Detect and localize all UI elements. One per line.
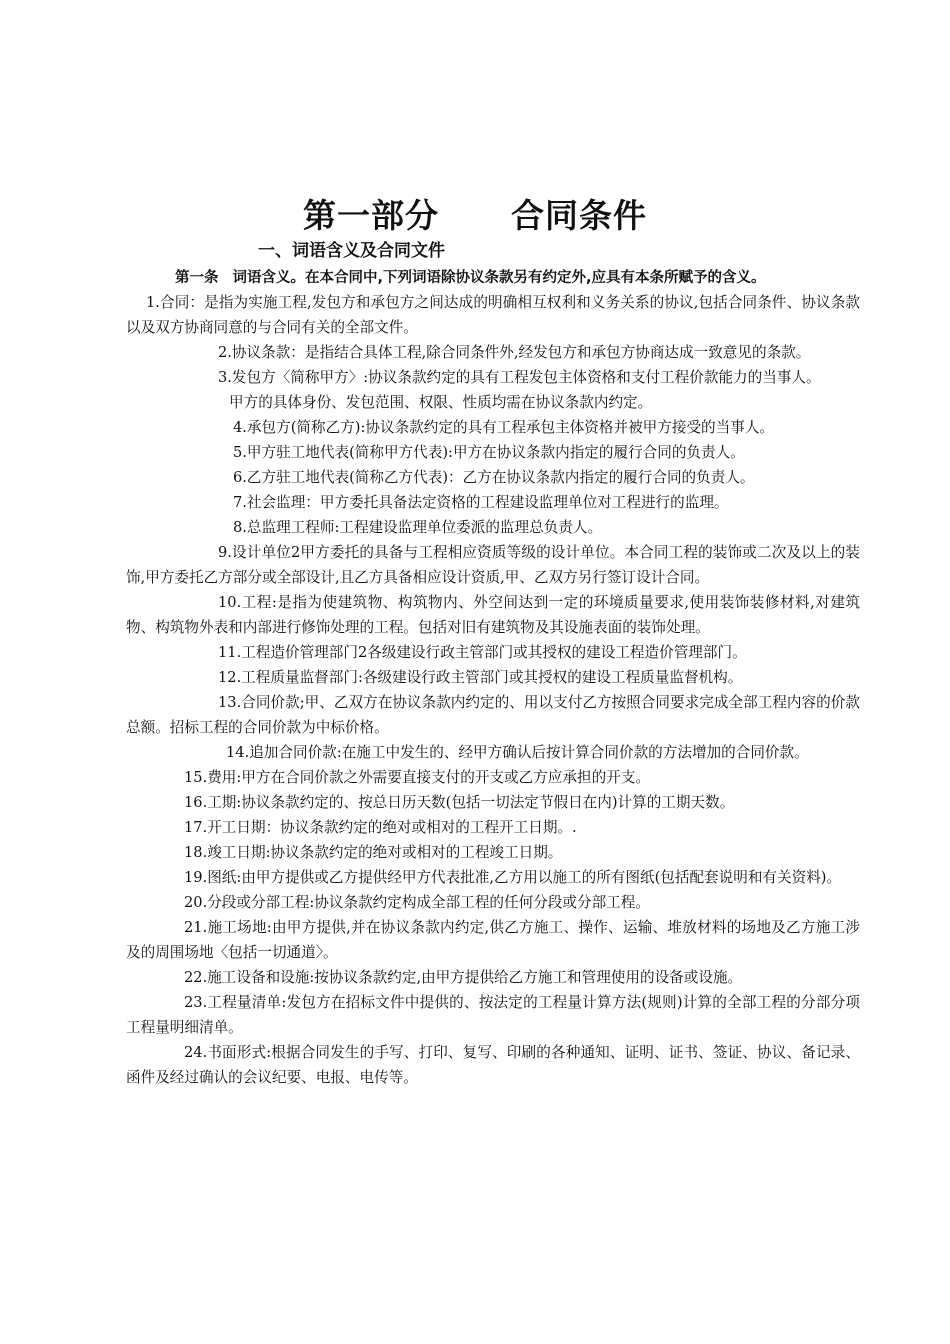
paragraph-6: 6.乙方驻工地代表(简称乙方代表)：乙方在协议条款内指定的履行合同的负责人。 xyxy=(233,469,755,486)
paragraph-2: 2.协议条款：是指结合具体工程,除合同条件外,经发包方和承包方协商达成一致意见的条款。 xyxy=(218,344,811,361)
paragraph-11: 11.工程造价管理部门2各级建设行政主管部门或其授权的建设工程造价管理部门。 xyxy=(218,644,747,661)
section-heading: 一、词语含义及合同文件 xyxy=(258,241,445,261)
paragraph-18: 18.竣工日期:协议条款约定的绝对或相对的工程竣工日期。 xyxy=(184,844,563,861)
paragraph-14: 14.追加合同价款:在施工中发生的、经甲方确认后按计算合同价款的方法增加的合同价款。 xyxy=(226,744,809,761)
paragraph-19: 19.图纸:由甲方提供或乙方提供经甲方代表批准,乙方用以施工的所有图纸(包括配套说明和有关资料)。 xyxy=(184,869,842,886)
paragraph-15: 15.费用:甲方在合同价款之外需要直接支付的开支或乙方应承担的开支。 xyxy=(184,769,650,786)
article-heading-line xyxy=(175,266,766,287)
paragraph-22: 22.施工设备和设施:按协议条款约定,由甲方提供给乙方施工和管理使用的设备或设施。 xyxy=(184,969,743,986)
paragraph-17: 17.开工日期：协议条款约定的绝对或相对的工程开工日期。. xyxy=(184,819,577,836)
paragraph-7: 7.社会监理：甲方委托具备法定资格的工程建设监理单位对工程进行的监理。 xyxy=(233,494,729,511)
paragraph-1: 1.合同：是指为实施工程,发包方和承包方之间达成的明确相互权利和义务关系的协议,包括合同条件、协议条款以及双方协商同意的与合同有关的全部文件。 xyxy=(126,294,860,336)
paragraph-20: 20.分段或分部工程:协议条款约定构成全部工程的任何分段或分部工程。 xyxy=(184,894,650,911)
paragraph-4: 4.承包方(简称乙方):协议条款约定的具有工程承包主体资格并被甲方接受的当事人。 xyxy=(233,419,775,436)
title-part: 第一部分 xyxy=(303,196,439,235)
paragraph-5: 5.甲方驻工地代表(简称甲方代表):甲方在协议条款内指定的履行合同的负责人。 xyxy=(233,444,745,461)
page-title xyxy=(0,190,950,237)
title-name: 合同条件 xyxy=(511,196,647,235)
article-text: 词语含义。在本合同中,下列词语除协议条款另有约定外,应具有本条所赋予的含义。 xyxy=(232,270,766,286)
document-body xyxy=(126,290,860,1090)
paragraph-13: 13.合同价款;甲、乙双方在协议条款内约定的、用以支付乙方按照合同要求完成全部工程内容的价款总额。招标工程的合同价款为中标价格。 xyxy=(126,694,860,736)
paragraph-3: 3.发包方〈简称甲方〉:协议条款约定的具有工程发包主体资格和支付工程价款能力的当事人。 xyxy=(218,369,821,386)
paragraph-3-note: 甲方的具体身份、发包范围、权限、性质均需在协议条款内约定。 xyxy=(229,394,653,411)
paragraph-12: 12.工程质量监督部门:各级建设行政主管部门或其授权的建设工程质量监督机构。 xyxy=(218,669,743,686)
paragraph-24: 24.书面形式:根据合同发生的手写、打印、复写、印刷的各种通知、证明、证书、签证、协议、备记录、函件及经过确认的会议纪要、电报、电传等。 xyxy=(126,1044,860,1086)
paragraph-23: 23.工程量清单:发包方在招标文件中提供的、按法定的工程量计算方法(规则)计算的全部工程的分部分项工程量明细清单。 xyxy=(126,994,860,1036)
paragraph-9: 9.设计单位2甲方委托的具备与工程相应资质等级的设计单位。本合同工程的装饰或二次及以上的装饰,甲方委托乙方部分或全部设计,且乙方具备相应设计资质,甲、乙双方另行签订设计合同。 xyxy=(126,544,860,586)
paragraph-10: 10.工程:是指为使建筑物、构筑物内、外空间达到一定的环境质量要求,使用装饰装修材料,对建筑物、构筑物外表和内部进行修饰处理的工程。包括对旧有建筑物及其设施表面的装饰处理。 xyxy=(126,594,860,636)
paragraph-16: 16.工期:协议条款约定的、按总日历天数(包括一切法定节假日在内)计算的工期天数。 xyxy=(184,794,735,811)
paragraph-8: 8.总监理工程师:工程建设监理单位委派的监理总负责人。 xyxy=(233,519,603,536)
article-number: 第一条 xyxy=(175,270,219,286)
paragraph-21: 21.施工场地:由甲方提供,并在协议条款内约定,供乙方施工、操作、运输、堆放材料的场地及乙方施工涉及的周围场地〈包括一切通道〉。 xyxy=(126,919,860,961)
